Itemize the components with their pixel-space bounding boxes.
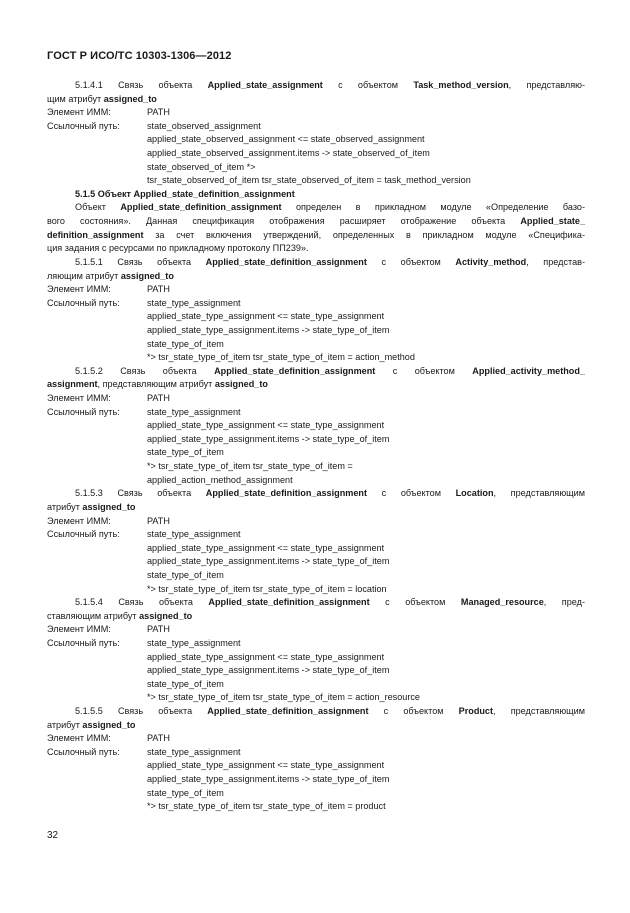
para-5141-line1: 5.1.4.1 Связь объекта Applied_state_assignment с объектом Task_method_version, представляю- [75,80,585,90]
ref-path-line: applied_state_type_assignment.items -> state_type_of_item [147,324,390,335]
ref-path-line: applied_state_type_assignment.items -> state_type_of_item [147,774,390,785]
imm-element-row: Элемент ИММ: PATH [47,515,170,526]
para-515-line2: вого состояния». Данная спецификация отображения расширяет отображение объекта Applied_state_ [47,216,586,227]
para-5153-line2: атрибут assigned_to [47,501,136,512]
para-5151-line1: 5.1.5.1 Связь объекта Applied_state_definition_assignment с объектом Activity_method, представ- [75,256,585,267]
ref-path-row: Ссылочный путь: state_observed_assignment [47,120,261,131]
ref-path-line: *> tsr_state_type_of_item tsr_state_type_of_item = action_resource [147,692,420,703]
para-5155-line2: атрибут assigned_to [47,719,136,730]
para-5154-line1: 5.1.5.4 Связь объекта Applied_state_definition_assignment с объектом Managed_resource, пред- [75,597,585,608]
ref-path-row: Ссылочный путь: state_type_assignment [47,637,241,648]
ref-path-line: applied_state_type_assignment <= state_type_assignment [147,420,385,431]
page-number: 32 [47,830,59,841]
imm-element-row: Элемент ИММ: PATH [47,733,170,744]
para-5155-line1: 5.1.5.5 Связь объекта Applied_state_definition_assignment с объектом Product, представляющим [75,706,585,717]
ref-path-line: state_observed_of_item *> [147,161,256,172]
ref-path-line: applied_state_type_assignment <= state_type_assignment [147,651,385,662]
para-515-line4: ция задания с ресурсами по прикладному протоколу ПП239». [47,243,309,254]
ref-path-line: state_type_of_item [147,569,224,580]
para-5152-line2: assignment, представляющим атрибут assigned_to [47,379,268,390]
para-515-line3: definition_assignment за счет включения утверждений, определенных в прикладном модуле «Специфика- [47,229,585,240]
para-5151-line2: ляющим атрибут assigned_to [47,270,174,281]
section-heading-515: 5.1.5 Объект Applied_state_definition_assignment [75,188,295,199]
imm-element-row: Элемент ИММ: PATH [47,284,170,295]
ref-path-line: applied_action_method_assignment [147,474,293,485]
document-header: ГОСТ Р ИСО/ТС 10303-1306—2012 [47,50,232,62]
para-5152-line1: 5.1.5.2 Связь объекта Applied_state_definition_assignment с объектом Applied_activity_method_ [75,365,585,376]
ref-path-line: state_type_of_item [147,447,224,458]
ref-path-row: Ссылочный путь: state_type_assignment [47,406,241,417]
para-5141-line2: щим атрибут assigned_to [47,93,157,104]
imm-element-row: Элемент ИММ: PATH [47,393,170,404]
imm-element-row: Элемент ИММ: PATH [47,624,170,635]
ref-path-line: state_type_of_item [147,678,224,689]
ref-path-line: *> tsr_state_type_of_item tsr_state_type_of_item = action_method [147,352,415,363]
ref-path-row: Ссылочный путь: state_type_assignment [47,529,241,540]
page-body [47,79,585,814]
ref-path-line: applied_state_observed_assignment.items -> state_observed_of_item [147,148,430,159]
ref-path-line: applied_state_type_assignment.items -> state_type_of_item [147,665,390,676]
ref-path-row: Ссылочный путь: state_type_assignment [47,297,241,308]
ref-path-line: applied_state_type_assignment.items -> state_type_of_item [147,556,390,567]
ref-path-line: *> tsr_state_type_of_item tsr_state_type_of_item = location [147,583,387,594]
ref-path-row: Ссылочный путь: state_type_assignment [47,746,241,757]
ref-path-line: applied_state_type_assignment <= state_type_assignment [147,760,385,771]
ref-path-line: applied_state_type_assignment.items -> state_type_of_item [147,433,390,444]
para-515-line1: Объект Applied_state_definition_assignment определен в прикладном модуле «Определение базо- [75,202,585,213]
ref-path-line: *> tsr_state_type_of_item tsr_state_type_of_item = product [147,801,386,812]
ref-path-line: applied_state_type_assignment <= state_type_assignment [147,542,385,553]
ref-path-line: applied_state_observed_assignment <= state_observed_assignment [147,134,425,145]
para-5154-line2: ставляющим атрибут assigned_to [47,610,193,621]
ref-path-line: applied_state_type_assignment <= state_type_assignment [147,311,385,322]
ref-path-line: state_type_of_item [147,787,224,798]
ref-path-line: tsr_state_observed_of_item tsr_state_observed_of_item = task_method_version [147,175,471,186]
ref-path-line: *> tsr_state_type_of_item tsr_state_type_of_item = [147,461,353,472]
imm-element-row: Элемент ИММ: PATH [47,107,170,118]
para-5153-line1: 5.1.5.3 Связь объекта Applied_state_definition_assignment с объектом Location, представляющим [75,488,585,499]
ref-path-line: state_type_of_item [147,338,224,349]
